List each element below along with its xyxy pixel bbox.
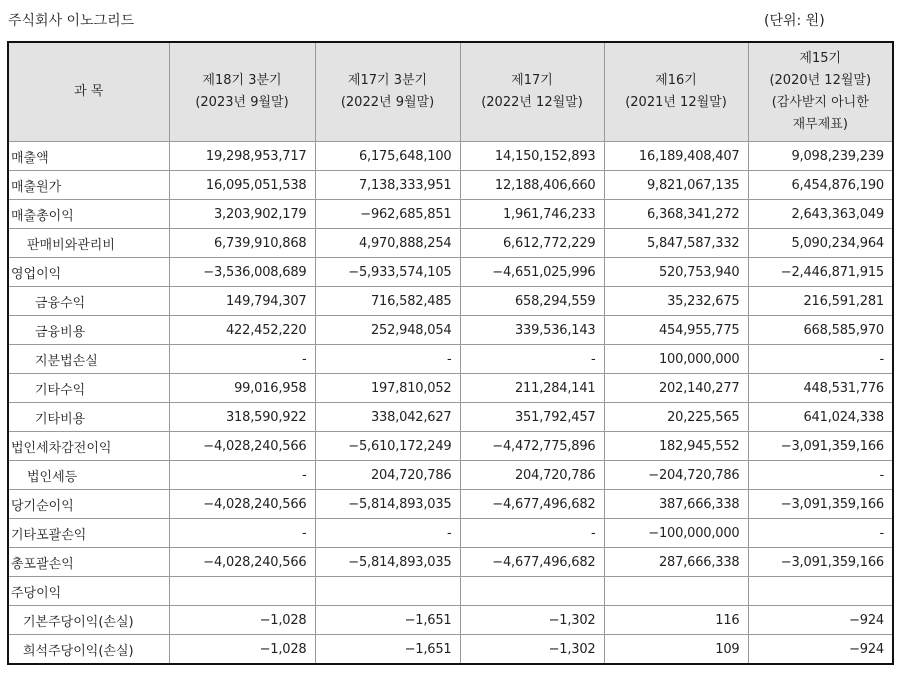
value-cell (315, 577, 460, 606)
income-statement-table (7, 41, 894, 665)
value-cell: 19,298,953,717 (169, 142, 315, 171)
column-header-period (604, 42, 748, 142)
period-note: (감사받지 아니한 (771, 95, 869, 110)
value-cell: −4,028,240,566 (169, 490, 315, 519)
value-cell: 9,098,239,239 (748, 142, 893, 171)
row-label: 금융수익 (8, 287, 169, 316)
value-cell: 7,138,333,951 (315, 171, 460, 200)
value-cell: 6,175,648,100 (315, 142, 460, 171)
column-header-period (169, 42, 315, 142)
value-cell: 14,150,152,893 (460, 142, 604, 171)
table-row (8, 229, 893, 258)
period-label: 제17기 (511, 73, 553, 88)
row-label: 기타비용 (8, 403, 169, 432)
table-row (8, 345, 893, 374)
value-cell: −5,814,893,035 (315, 548, 460, 577)
value-cell: −5,610,172,249 (315, 432, 460, 461)
value-cell: - (460, 519, 604, 548)
row-label: 지분법손실 (8, 345, 169, 374)
value-cell: - (748, 461, 893, 490)
value-cell: 387,666,338 (604, 490, 748, 519)
value-cell: 5,847,587,332 (604, 229, 748, 258)
value-cell: −3,091,359,166 (748, 432, 893, 461)
value-cell: −4,651,025,996 (460, 258, 604, 287)
value-cell: - (315, 345, 460, 374)
column-header-period (460, 42, 604, 142)
period-date: (2020년 12월말) (769, 73, 872, 88)
period-label: 제15기 (799, 51, 842, 66)
value-cell: 3,203,902,179 (169, 200, 315, 229)
column-header-period (315, 42, 460, 142)
value-cell: 716,582,485 (315, 287, 460, 316)
value-cell: 668,585,970 (748, 316, 893, 345)
period-date: (2022년 12월말) (481, 95, 583, 110)
value-cell: 252,948,054 (315, 316, 460, 345)
value-cell (460, 577, 604, 606)
value-cell: −3,091,359,166 (748, 490, 893, 519)
period-note: 재무제표) (792, 117, 848, 132)
value-cell: 99,016,958 (169, 374, 315, 403)
table-row (8, 171, 893, 200)
period-date: (2022년 9월말) (340, 95, 435, 110)
table-row (8, 142, 893, 171)
value-cell: −4,028,240,566 (169, 548, 315, 577)
value-cell: - (315, 519, 460, 548)
table-row (8, 548, 893, 577)
value-cell: 658,294,559 (460, 287, 604, 316)
value-cell: 9,821,067,135 (604, 171, 748, 200)
table-row (8, 490, 893, 519)
value-cell: 6,454,876,190 (748, 171, 893, 200)
value-cell (748, 577, 893, 606)
value-cell: 116 (604, 606, 748, 635)
value-cell: −4,028,240,566 (169, 432, 315, 461)
value-cell: 202,140,277 (604, 374, 748, 403)
period-date: (2023년 9월말) (195, 95, 289, 110)
row-label: 주당이익 (8, 577, 169, 606)
table-row (8, 635, 893, 665)
value-cell: 149,794,307 (169, 287, 315, 316)
value-cell: 454,955,775 (604, 316, 748, 345)
value-cell: 351,792,457 (460, 403, 604, 432)
value-cell (604, 577, 748, 606)
value-cell: −1,651 (315, 606, 460, 635)
value-cell: 6,739,910,868 (169, 229, 315, 258)
value-cell: - (460, 345, 604, 374)
row-label: 당기순이익 (8, 490, 169, 519)
value-cell: 6,368,341,272 (604, 200, 748, 229)
row-label: 매출원가 (8, 171, 169, 200)
table-row (8, 606, 893, 635)
value-cell: - (169, 345, 315, 374)
table-row (8, 403, 893, 432)
value-cell: 4,970,888,254 (315, 229, 460, 258)
value-cell: −4,472,775,896 (460, 432, 604, 461)
value-cell: 1,961,746,233 (460, 200, 604, 229)
value-cell: 100,000,000 (604, 345, 748, 374)
value-cell: 338,042,627 (315, 403, 460, 432)
table-row (8, 200, 893, 229)
row-label: 금융비용 (8, 316, 169, 345)
unit-label: (단위: 원) (764, 13, 825, 29)
value-cell: −924 (748, 606, 893, 635)
value-cell: 197,810,052 (315, 374, 460, 403)
company-name: 주식회사 이노그리드 (8, 13, 135, 29)
value-cell: 204,720,786 (315, 461, 460, 490)
value-cell: −1,028 (169, 635, 315, 665)
value-cell (169, 577, 315, 606)
value-cell: 520,753,940 (604, 258, 748, 287)
value-cell: −5,814,893,035 (315, 490, 460, 519)
row-label: 기타수익 (8, 374, 169, 403)
value-cell: −962,685,851 (315, 200, 460, 229)
period-label: 제16기 (655, 73, 697, 88)
value-cell: 318,590,922 (169, 403, 315, 432)
table-row (8, 374, 893, 403)
table-row (8, 287, 893, 316)
period-date: (2021년 12월말) (625, 95, 727, 110)
value-cell: 20,225,565 (604, 403, 748, 432)
table-row (8, 432, 893, 461)
column-header-item: 과 목 (8, 42, 169, 142)
value-cell: 216,591,281 (748, 287, 893, 316)
value-cell: 2,643,363,049 (748, 200, 893, 229)
value-cell: 35,232,675 (604, 287, 748, 316)
table-row (8, 577, 893, 606)
value-cell: - (169, 461, 315, 490)
row-label: 기본주당이익(손실) (8, 606, 169, 635)
value-cell: - (748, 519, 893, 548)
value-cell: −4,677,496,682 (460, 490, 604, 519)
value-cell: 641,024,338 (748, 403, 893, 432)
row-label: 영업이익 (8, 258, 169, 287)
value-cell: −1,302 (460, 606, 604, 635)
value-cell: −4,677,496,682 (460, 548, 604, 577)
value-cell: - (169, 519, 315, 548)
value-cell: - (748, 345, 893, 374)
value-cell: −1,651 (315, 635, 460, 665)
row-label: 매출총이익 (8, 200, 169, 229)
table-row (8, 316, 893, 345)
value-cell: 5,090,234,964 (748, 229, 893, 258)
value-cell: −924 (748, 635, 893, 665)
value-cell: 182,945,552 (604, 432, 748, 461)
row-label: 총포괄손익 (8, 548, 169, 577)
value-cell: 339,536,143 (460, 316, 604, 345)
row-label: 매출액 (8, 142, 169, 171)
value-cell: −3,536,008,689 (169, 258, 315, 287)
value-cell: 211,284,141 (460, 374, 604, 403)
value-cell: 109 (604, 635, 748, 665)
row-label: 희석주당이익(손실) (8, 635, 169, 665)
value-cell: −100,000,000 (604, 519, 748, 548)
table-row (8, 258, 893, 287)
value-cell: 6,612,772,229 (460, 229, 604, 258)
row-label: 기타포괄손익 (8, 519, 169, 548)
value-cell: 287,666,338 (604, 548, 748, 577)
value-cell: −2,446,871,915 (748, 258, 893, 287)
table-row (8, 519, 893, 548)
value-cell: 16,095,051,538 (169, 171, 315, 200)
value-cell: 12,188,406,660 (460, 171, 604, 200)
value-cell: −204,720,786 (604, 461, 748, 490)
value-cell: −5,933,574,105 (315, 258, 460, 287)
value-cell: 422,452,220 (169, 316, 315, 345)
value-cell: 204,720,786 (460, 461, 604, 490)
column-header-period (748, 42, 893, 142)
value-cell: 448,531,776 (748, 374, 893, 403)
table-header-row (8, 42, 893, 142)
value-cell: 16,189,408,407 (604, 142, 748, 171)
row-label: 법인세등 (8, 461, 169, 490)
period-label: 제18기 3분기 (202, 73, 282, 88)
value-cell: −1,302 (460, 635, 604, 665)
row-label: 판매비와관리비 (8, 229, 169, 258)
value-cell: −3,091,359,166 (748, 548, 893, 577)
period-label: 제17기 3분기 (347, 73, 428, 88)
value-cell: −1,028 (169, 606, 315, 635)
table-row (8, 461, 893, 490)
row-label: 법인세차감전이익 (8, 432, 169, 461)
